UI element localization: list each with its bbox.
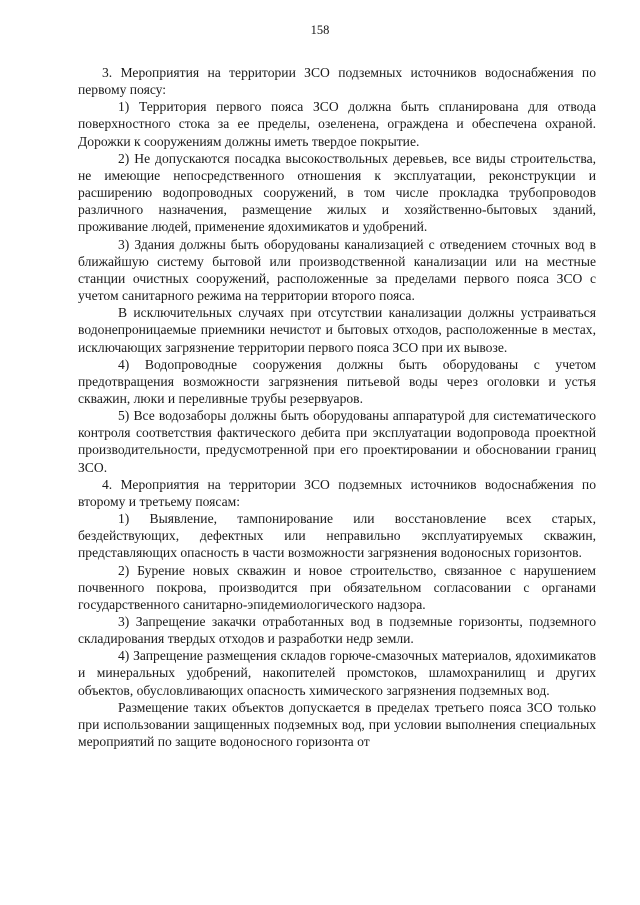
paragraph: 4) Водопроводные сооружения должны быть оборудованы с учетом предотвращения возможности загрязнения питьевой воды через оголовки и устья скважин, люки и переливные трубы резервуаров.: [78, 356, 596, 406]
paragraph: 1) Выявление, тампонирование или восстановление всех старых, бездействующих, дефектных или неправильно эксплуатируемых скважин, представляющих опасность в части возможности загрязнения водоносных горизонтов.: [78, 511, 596, 561]
section-heading: 3. Мероприятия на территории ЗСО подземных источников водоснабжения по первому поясу:: [78, 65, 596, 98]
section-heading: 4. Мероприятия на территории ЗСО подземных источников водоснабжения по второму и третьему поясам:: [78, 476, 596, 509]
paragraph: 2) Не допускаются посадка высокоствольных деревьев, все виды строительства, не имеющие непосредственного отношения к эксплуатации, реконструкции и расширению водопроводных сооружений, в том числе прокладка трубопроводов различного назначения, размещение жилых и хозяйственно-бытовых зданий, проживание людей, применение ядохимикатов и удобрений.: [78, 150, 596, 235]
paragraph: 3) Здания должны быть оборудованы канализацией с отведением сточных вод в ближайшую систему бытовой или производственной канализации или на местные станции очистных сооружений, расположенные за пределами первого пояса ЗСО с учетом санитарного режима на территории второго пояса.: [78, 236, 596, 304]
document-body: [78, 64, 596, 750]
paragraph: 3) Запрещение закачки отработанных вод в подземные горизонты, подземного складирования твердых отходов и разработки недр земли.: [78, 614, 596, 647]
paragraph: 1) Территория первого пояса ЗСО должна быть спланирована для отвода поверхностного стока за ее пределы, озеленена, ограждена и обеспечена охраной. Дорожки к сооружениям должны иметь твердое покрытие.: [78, 99, 596, 149]
paragraph: 2) Бурение новых скважин и новое строительство, связанное с нарушением почвенного покрова, производится при обязательном согласовании с органами государственного санитарно-эпидемиологического надзора.: [78, 562, 596, 612]
page-number: 158: [310, 23, 330, 37]
paragraph: 4) Запрещение размещения складов горюче-смазочных материалов, ядохимикатов и минеральных удобрений, накопителей промстоков, шламохранилищ и других объектов, обусловливающих опасность химического загрязнения подземных вод.: [78, 648, 596, 698]
paragraph: Размещение таких объектов допускается в пределах третьего пояса ЗСО только при использовании защищенных подземных вод, при условии выполнения специальных мероприятий по защите водоносного горизонта от: [78, 699, 596, 750]
paragraph: В исключительных случаях при отсутствии канализации должны устраиваться водонепроницаемые приемники нечистот и бытовых отходов, расположенные в местах, исключающих загрязнение территории первого пояса ЗСО при их вывозе.: [78, 305, 596, 355]
paragraph: 5) Все водозаборы должны быть оборудованы аппаратурой для систематического контроля соответствия фактического дебита при эксплуатации водопровода проектной производительности, предусмотренной при его проектировании и обосновании границ ЗСО.: [78, 408, 596, 475]
